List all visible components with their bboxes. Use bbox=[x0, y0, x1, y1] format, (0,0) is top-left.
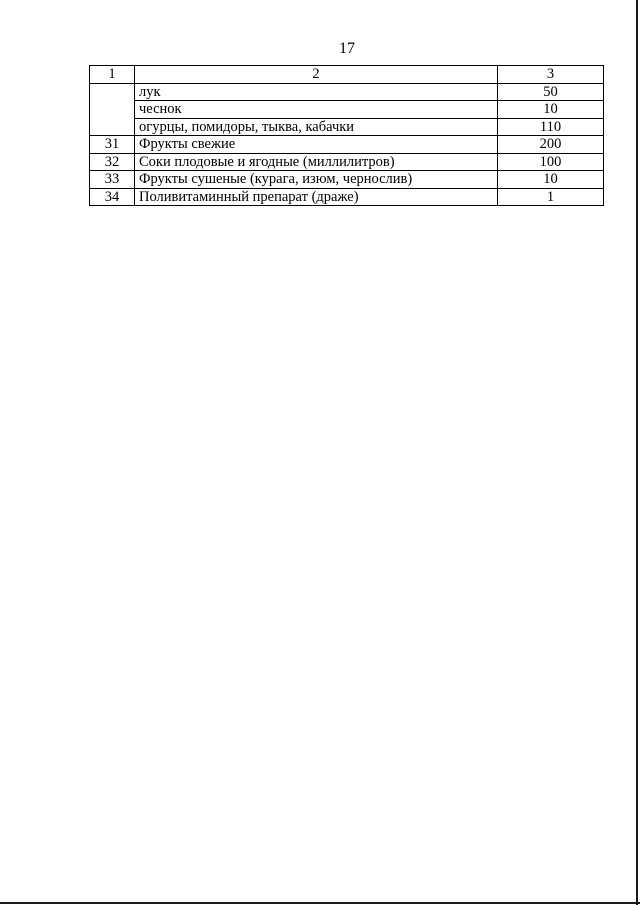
table-row bbox=[90, 118, 604, 136]
header-cell-3: 3 bbox=[498, 66, 604, 84]
row-name: Фрукты сушеные (курага, изюм, чернослив) bbox=[135, 171, 498, 189]
row-name: чеснок bbox=[135, 101, 498, 119]
row-value: 50 bbox=[498, 83, 604, 101]
row-value: 10 bbox=[498, 171, 604, 189]
row-value: 110 bbox=[498, 118, 604, 136]
row-name: Соки плодовые и ягодные (миллилитров) bbox=[135, 153, 498, 171]
merged-number-cell bbox=[90, 83, 135, 136]
page-number: 17 bbox=[339, 40, 355, 57]
table-row bbox=[90, 101, 604, 119]
row-number: 32 bbox=[90, 153, 135, 171]
row-value: 200 bbox=[498, 136, 604, 154]
row-name: Фрукты свежие bbox=[135, 136, 498, 154]
food-ration-table bbox=[89, 65, 604, 206]
row-name: Поливитаминный препарат (драже) bbox=[135, 188, 498, 206]
page-edge-right bbox=[636, 0, 638, 905]
table-row bbox=[90, 153, 604, 171]
table-row bbox=[90, 136, 604, 154]
row-name: лук bbox=[135, 83, 498, 101]
table-row bbox=[90, 83, 604, 101]
table-row bbox=[90, 188, 604, 206]
header-cell-1: 1 bbox=[90, 66, 135, 84]
table-header-row bbox=[90, 66, 604, 84]
row-number: 33 bbox=[90, 171, 135, 189]
row-value: 100 bbox=[498, 153, 604, 171]
row-value: 10 bbox=[498, 101, 604, 119]
table-row bbox=[90, 171, 604, 189]
row-number: 34 bbox=[90, 188, 135, 206]
row-value: 1 bbox=[498, 188, 604, 206]
page-edge-bottom bbox=[0, 902, 640, 904]
row-number: 31 bbox=[90, 136, 135, 154]
header-cell-2: 2 bbox=[135, 66, 498, 84]
row-name: огурцы, помидоры, тыква, кабачки bbox=[135, 118, 498, 136]
